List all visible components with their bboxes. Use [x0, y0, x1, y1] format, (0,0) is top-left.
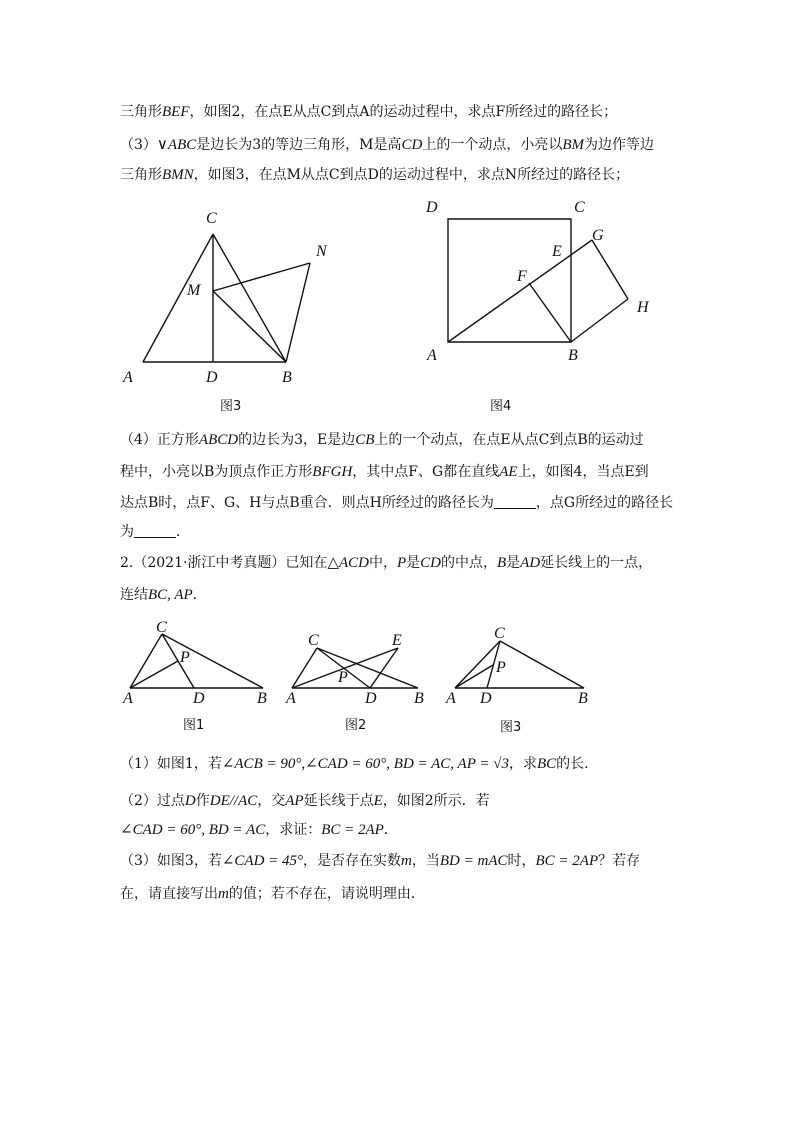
math-angle: ∠CAD = 45°	[221, 853, 304, 869]
small-figure-2	[292, 648, 418, 688]
text-segment: ．	[383, 822, 398, 838]
f2-label-p: P	[338, 669, 348, 686]
f3b-label-b: B	[578, 690, 588, 707]
math-abc: ∨ABC	[156, 137, 197, 153]
math-conditions: ∠ACB = 90°,∠CAD = 60°, BD = AC, AP = √3	[221, 756, 509, 772]
text-segment: 三角形	[120, 104, 162, 120]
segment-cb	[500, 641, 584, 688]
math-conditions: ∠CAD = 60°, BD = AC	[120, 822, 266, 838]
text-segment: 上的一个动点，小亮以	[422, 137, 563, 153]
square-abcd	[448, 219, 571, 342]
text-segment: ，点G所经过的路径长	[535, 495, 674, 511]
fig4-label-e: E	[552, 243, 562, 260]
text-segment: ．	[176, 524, 190, 540]
math-bfgh: BFGH	[312, 464, 353, 480]
text-segment: 是边长为3的等边三角形，M是高	[196, 137, 402, 153]
math-abcd: ABCD	[198, 432, 239, 448]
text-segment: 在，请直接写出	[120, 886, 218, 902]
f3b-label-a: A	[446, 690, 456, 707]
segment-hb	[571, 299, 628, 342]
text-segment: （1）如图1，若	[120, 756, 222, 772]
f3b-label-c: C	[494, 625, 505, 642]
f1-label-b: B	[257, 690, 267, 707]
fig4-caption: 图4	[490, 399, 512, 414]
small-figure-1	[130, 634, 263, 688]
q2-line-2	[120, 586, 207, 604]
text-segment: 达点B时，点F、G、H与点B重合．则点H所经过的路径长为	[120, 495, 494, 511]
text-segment: 时，	[507, 853, 536, 869]
text-segment: ，求	[508, 756, 537, 772]
math-cd: CD	[420, 555, 441, 571]
text-segment: 延长线于点	[303, 793, 374, 809]
text-segment: 是	[506, 555, 521, 571]
segment-ac	[130, 634, 162, 688]
f3b-caption: 图3	[500, 720, 522, 735]
math-m: m	[401, 853, 412, 869]
f2-label-e: E	[392, 632, 402, 649]
math-ae: AE	[499, 464, 518, 480]
text-segment: ，如图3，在点M从点C到点D的运动过程中，求点N所经过的路径长；	[193, 167, 630, 183]
math-b: B	[497, 555, 507, 571]
f1-label-c: C	[156, 619, 167, 636]
text-segment: ，交	[257, 793, 286, 809]
answer-blank-g[interactable]	[134, 523, 176, 538]
segment-mn	[213, 263, 310, 291]
sub2-line-2	[120, 821, 398, 839]
fig3-label-a: A	[123, 369, 133, 386]
fig4-label-f: F	[517, 268, 527, 285]
segment-nb	[286, 263, 310, 362]
f2-caption: 图2	[345, 718, 367, 733]
figure-3-diagram	[143, 234, 310, 362]
math-e: E	[373, 793, 383, 809]
text-segment: 为	[120, 524, 134, 540]
text-segment: ，如图2，在点E从点C到点A的运动过程中，求点F所经过的路径长；	[189, 104, 618, 120]
text-segment: 上，如图4，当点E到	[517, 464, 649, 480]
fig3-label-m: M	[187, 282, 201, 299]
text-segment: ？若存	[598, 853, 641, 869]
fig3-caption: 图3	[220, 399, 242, 414]
fig3-label-c: C	[206, 210, 217, 227]
text-segment: （3）	[120, 137, 157, 153]
text-segment: 三角形	[120, 167, 162, 183]
segment-ac	[143, 234, 213, 362]
text-segment: 中，	[368, 555, 397, 571]
text-segment: 延长线上的一点，	[540, 555, 653, 571]
fig4-label-d: D	[426, 199, 438, 216]
segment-cb	[317, 648, 418, 688]
q2-line-1	[120, 554, 652, 572]
math-de-ac: DE//AC	[209, 793, 258, 809]
f3b-label-p: P	[496, 659, 506, 676]
segment-cb	[213, 234, 286, 362]
fig3-label-n: N	[316, 243, 327, 260]
sub2-line-1	[120, 792, 490, 810]
f2-label-b: B	[414, 690, 424, 707]
fig3-label-b: B	[282, 369, 292, 386]
math-bm: BM	[562, 137, 584, 153]
text-segment: 的边长为3，E是边	[238, 432, 356, 448]
math-bc-2ap: BC = 2AP	[535, 853, 599, 869]
text-segment: ，如图2所示．若	[382, 793, 490, 809]
text-segment: 的中点，	[441, 555, 497, 571]
p4-line-2	[120, 463, 649, 481]
fig4-label-b: B	[568, 347, 578, 364]
f1-label-a: A	[123, 690, 133, 707]
text-segment: 连结	[120, 587, 148, 603]
f1-label-d: D	[193, 690, 205, 707]
text-segment: （4）正方形	[120, 432, 199, 448]
segment-fb	[529, 283, 571, 342]
math-d: D	[184, 793, 196, 809]
math-bc-ap: BC, AP	[148, 587, 193, 603]
math-bef: BEF	[162, 104, 190, 120]
f1-caption: 图1	[183, 718, 205, 733]
math-ap: AP	[285, 793, 304, 809]
sub3-line-1	[120, 852, 640, 870]
text-segment: 作	[195, 793, 210, 809]
math-m: m	[218, 886, 229, 902]
sub1-line	[120, 755, 598, 773]
text-segment: 的值；若不存在，请说明理由．	[228, 886, 425, 902]
f3b-label-d: D	[480, 690, 492, 707]
text-segment: （3）如图3，若	[120, 853, 222, 869]
p4-line-4	[120, 523, 190, 541]
text-segment: ，当	[411, 853, 440, 869]
f2-label-d: D	[365, 690, 377, 707]
f1-label-p: P	[180, 649, 190, 666]
segment-gh	[592, 240, 628, 299]
math-bmn: BMN	[162, 167, 194, 183]
text-segment: 程中，小亮以B为顶点作正方形	[120, 464, 313, 480]
segment-mb	[213, 291, 286, 362]
sub3-line-2	[120, 885, 425, 903]
math-cd: CD	[401, 137, 423, 153]
small-figure-3	[455, 641, 584, 688]
p4-line-1	[120, 431, 644, 449]
f2-label-c: C	[308, 632, 319, 649]
text-segment: ．	[192, 587, 207, 603]
text-segment: 为边作等边	[584, 137, 654, 153]
segment-ac	[292, 648, 317, 688]
math-acd: △ACD	[327, 555, 369, 571]
fig3-label-d: D	[206, 369, 218, 386]
text-segment: 上的一个动点，在点E从点C到点B的运动过	[374, 432, 644, 448]
text-segment: 的长．	[556, 756, 599, 772]
text-segment: ，是否存在实数	[303, 853, 402, 869]
math-bd-mac: BD = mAC	[439, 853, 508, 869]
math-bc-2ap: BC = 2AP	[321, 822, 384, 838]
text-segment: ，求证：	[265, 822, 322, 838]
answer-blank-h[interactable]	[494, 494, 536, 509]
fig4-label-c: C	[574, 199, 585, 216]
fig4-label-h: H	[637, 299, 649, 316]
text-segment: （2）过点	[120, 793, 185, 809]
fig4-label-a: A	[427, 347, 437, 364]
fig4-label-g: G	[592, 227, 604, 244]
math-ad: AD	[520, 555, 541, 571]
math-cb: CB	[355, 432, 375, 448]
math-bc: BC	[536, 756, 557, 772]
text-segment: ，其中点F、G都在直线	[352, 464, 500, 480]
p4-line-3	[120, 494, 673, 512]
math-p: P	[396, 555, 407, 571]
text-segment: 2.（2021·浙江中考真题）已知在	[120, 555, 328, 571]
f2-label-a: A	[286, 690, 296, 707]
text-segment: 是	[406, 555, 421, 571]
